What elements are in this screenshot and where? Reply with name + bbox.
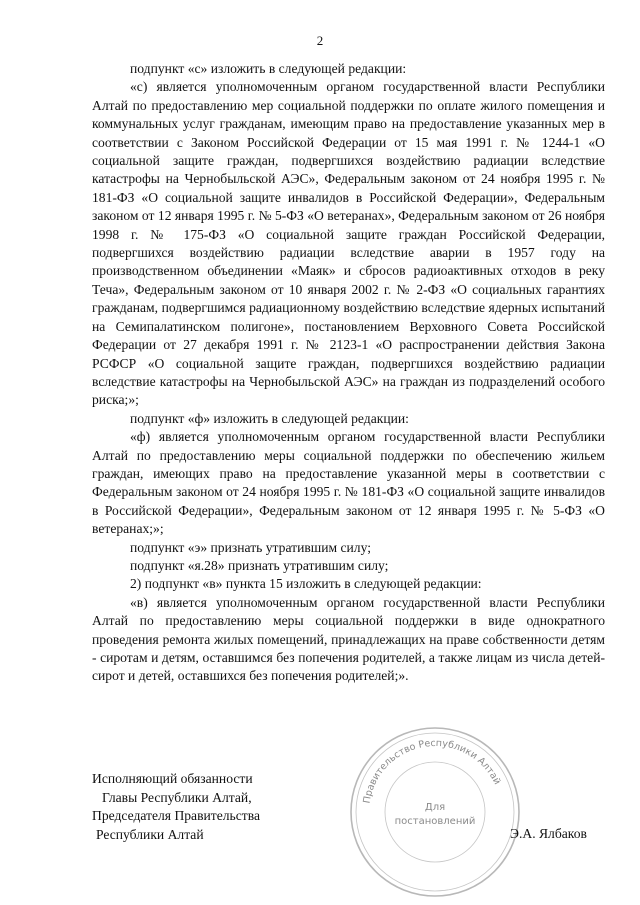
signature-title (92, 770, 260, 844)
seal-stamp (345, 722, 525, 902)
signature-title-line: Председателя Правительства (92, 808, 260, 824)
signature-title-line: Республики Алтай (96, 826, 204, 842)
signatory-name: Э.А. Ялбаков (510, 826, 587, 841)
seal-outer-text: Правительство Республики Алтай (361, 737, 503, 805)
paragraph: подпункт «э» признать утратившим силу; (130, 539, 371, 555)
paragraph: «с) является уполномоченным органом государственной власти Республики Алтай по предоставлению мер социальной поддержки по оплате жилого помещения и коммунальных услуг гражданам, имеющим право на предоставление указанных мер в соответствии с Законом Российской Федерации от 15 мая 1991 г. № 1244-1 «О социальной защите граждан, подвергшихся воздействию радиации вследствие катастрофы на Чернобыльской АЭС», Федеральным законом от 24 ноября 1995 г. № 181-ФЗ «О социальной защите инвалидов в Российской Федерации», Федеральным законом от 12 января 1995 г. № 5-ФЗ «О ветеранах», Федеральным законом от 26 ноября 1998 г. № 175-ФЗ «О социальной защите граждан Российской Федерации, подвергшихся воздействию радиации вследствие аварии в 1957 году на производственном объединении «Маяк» и сбросов радиоактивных отходов в реку Теча», Федеральным законом от 10 января 2002 г. № 2-ФЗ «О социальных гарантиях гражданам, подвергшимся радиационному воздействию вследствие ядерных испытаний на Семипалатинском полигоне», постановлением Верховного Совета Российской Федерации от 27 декабря 1991 г. № 2123-1 «О распространении действия Закона РСФСР «О социальной защите граждан, подвергшихся воздействию радиации вследствие катастрофы на Чернобыльской АЭС» на граждан из подразделений особого риска;»; (92, 79, 605, 408)
paragraph: подпункт «ф» изложить в следующей редакции: (130, 410, 409, 426)
paragraph: «ф) является уполномоченным органом государственной власти Республики Алтай по предоставлению меры социальной поддержки по обеспечению жильем граждан, имеющих право на предоставление указанной меры в соответствии с Федеральным законом от 24 ноября 1995 г. № 181-ФЗ «О социальной защите инвалидов в Российской Федерации», Федеральным законом от 12 января 1995 г. № 5-ФЗ «О ветеранах;»; (92, 429, 605, 537)
paragraph: «в) является уполномоченным органом государственной власти Республики Алтай по предоставлению меры социальной поддержки в виде однократного проведения ремонта жилых помещений, принадлежащих на праве собственности детям - сиротам и детям, оставшимся без попечения родителей, а также лицам из числа детей-сирот и детей, оставшихся без попечения родителей;». (92, 594, 605, 684)
signature-title-line: Главы Республики Алтай, (102, 789, 252, 805)
seal-center-line-1: Для (424, 802, 446, 813)
paragraph: 2) подпункт «в» пункта 15 изложить в следующей редакции: (130, 576, 482, 592)
signature-title-line: Исполняющий обязанности (92, 771, 253, 786)
document-body (92, 60, 605, 686)
paragraph: подпункт «с» изложить в следующей редакции: (130, 61, 407, 76)
seal-center-line-2: постановлений (394, 816, 476, 827)
page-number: 2 (316, 33, 324, 48)
paragraph: подпункт «я.28» признать утратившим силу; (130, 557, 389, 573)
